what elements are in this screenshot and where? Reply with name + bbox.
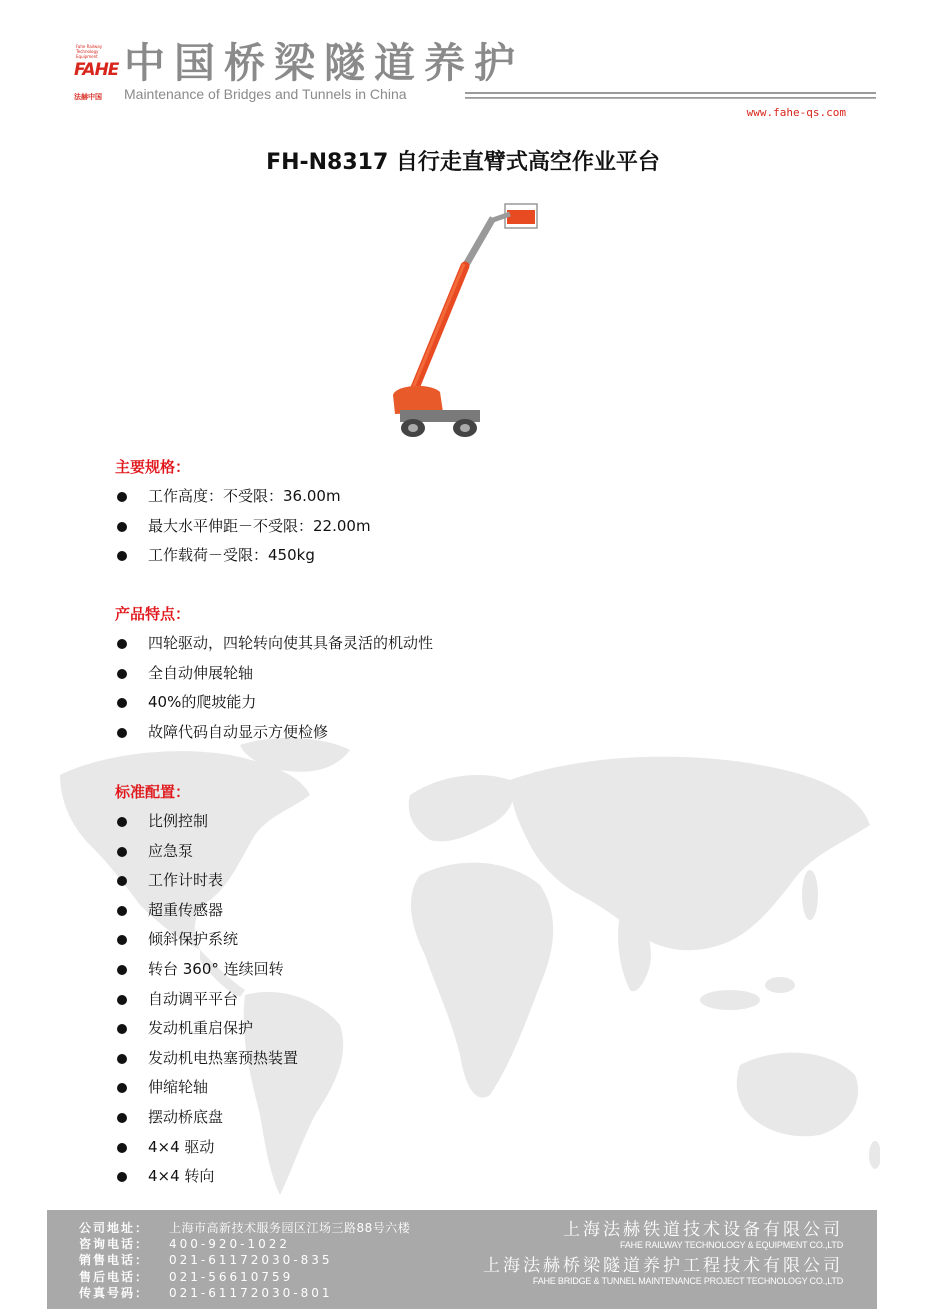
list-item: 4×4 转向 [115, 1162, 298, 1192]
section-heading: 主要规格： [115, 458, 191, 476]
logo-tagline: Fahe Railway Technology Equipment [76, 44, 103, 59]
section-heading: 产品特点： [115, 605, 191, 623]
list-item: 工作计时表 [115, 866, 298, 896]
list-item: 工作载荷－受限：450kg [115, 541, 371, 571]
list-item: 全自动伸展轮轴 [115, 659, 433, 689]
header-divider-thin [465, 98, 876, 99]
bullet-icon [117, 965, 127, 975]
bullet-icon [117, 728, 127, 738]
feature-list [115, 629, 433, 747]
footer [47, 1210, 877, 1309]
header-title-en: Maintenance of Bridges and Tunnels in China [124, 86, 407, 102]
boom-lift-image [385, 200, 555, 445]
bullet-icon [117, 669, 127, 679]
bullet-icon [117, 1054, 127, 1064]
fahe-logo [74, 42, 118, 108]
bullet-icon [117, 1083, 127, 1093]
config-list [115, 807, 298, 1192]
company-bridge-tunnel: 上海法赫桥梁隧道养护工程技术有限公司 FAHE BRIDGE & TUNNEL MAINTENANCE PROJECT TECHNOLOGY CO.,LTD [483, 1256, 843, 1286]
bullet-icon [117, 492, 127, 502]
list-item: 发动机电热塞预热装置 [115, 1044, 298, 1074]
logo-cn-text: 法赫中国 [74, 93, 102, 101]
bullet-icon [117, 1113, 127, 1123]
contact-address: 公司地址： 上海市高新技术服务园区江场三路88号六楼 [79, 1221, 411, 1235]
section-heading: 标准配置： [115, 783, 191, 801]
bullet-icon [117, 876, 127, 886]
list-item: 发动机重启保护 [115, 1014, 298, 1044]
bullet-icon [117, 1143, 127, 1153]
logo-mark: FAHE [74, 60, 119, 80]
header-title-cn: 中国桥梁隧道养护 [124, 39, 524, 87]
list-item: 工作高度：不受限：36.00m [115, 482, 371, 512]
company-railway: 上海法赫铁道技术设备有限公司 FAHE RAILWAY TECHNOLOGY & EQUIPMENT CO.,LTD [563, 1220, 843, 1250]
list-item: 最大水平伸距－不受限：22.00m [115, 512, 371, 542]
list-item: 故障代码自动显示方便检修 [115, 718, 433, 748]
section-features [115, 603, 433, 747]
website-link[interactable]: www.fahe-qs.com [746, 106, 846, 119]
contact-service-phone: 售后电话： 021-56610759 [79, 1269, 294, 1284]
section-specs [115, 456, 371, 571]
contact-sales-phone: 销售电话： 021-61172030-835 [79, 1253, 333, 1268]
bullet-icon [117, 995, 127, 1005]
list-item: 倾斜保护系统 [115, 925, 298, 955]
contact-fax: 传真号码： 021-61172030-801 [79, 1285, 333, 1300]
list-item: 应急泵 [115, 837, 298, 867]
page-title: FH-N8317 自行走直臂式高空作业平台 [266, 150, 660, 175]
bullet-icon [117, 817, 127, 827]
bullet-icon [117, 847, 127, 857]
bullet-icon [117, 551, 127, 561]
bullet-icon [117, 639, 127, 649]
list-item: 4×4 驱动 [115, 1133, 298, 1163]
list-item: 比例控制 [115, 807, 298, 837]
list-item: 伸缩轮轴 [115, 1073, 298, 1103]
bullet-icon [117, 1172, 127, 1182]
bullet-icon [117, 1024, 127, 1034]
bullet-icon [117, 698, 127, 708]
bullet-icon [117, 522, 127, 532]
section-standard-config [115, 781, 298, 1192]
list-item: 四轮驱动，四轮转向使其具备灵活的机动性 [115, 629, 433, 659]
list-item: 40%的爬坡能力 [115, 688, 433, 718]
list-item: 转台 360° 连续回转 [115, 955, 298, 985]
spec-list [115, 482, 371, 571]
list-item: 超重传感器 [115, 896, 298, 926]
list-item: 自动调平平台 [115, 985, 298, 1015]
contact-consult-phone: 咨询电话： 400-920-1022 [79, 1237, 291, 1252]
bullet-icon [117, 906, 127, 916]
bullet-icon [117, 935, 127, 945]
contact-info [79, 1220, 410, 1301]
list-item: 摆动桥底盘 [115, 1103, 298, 1133]
